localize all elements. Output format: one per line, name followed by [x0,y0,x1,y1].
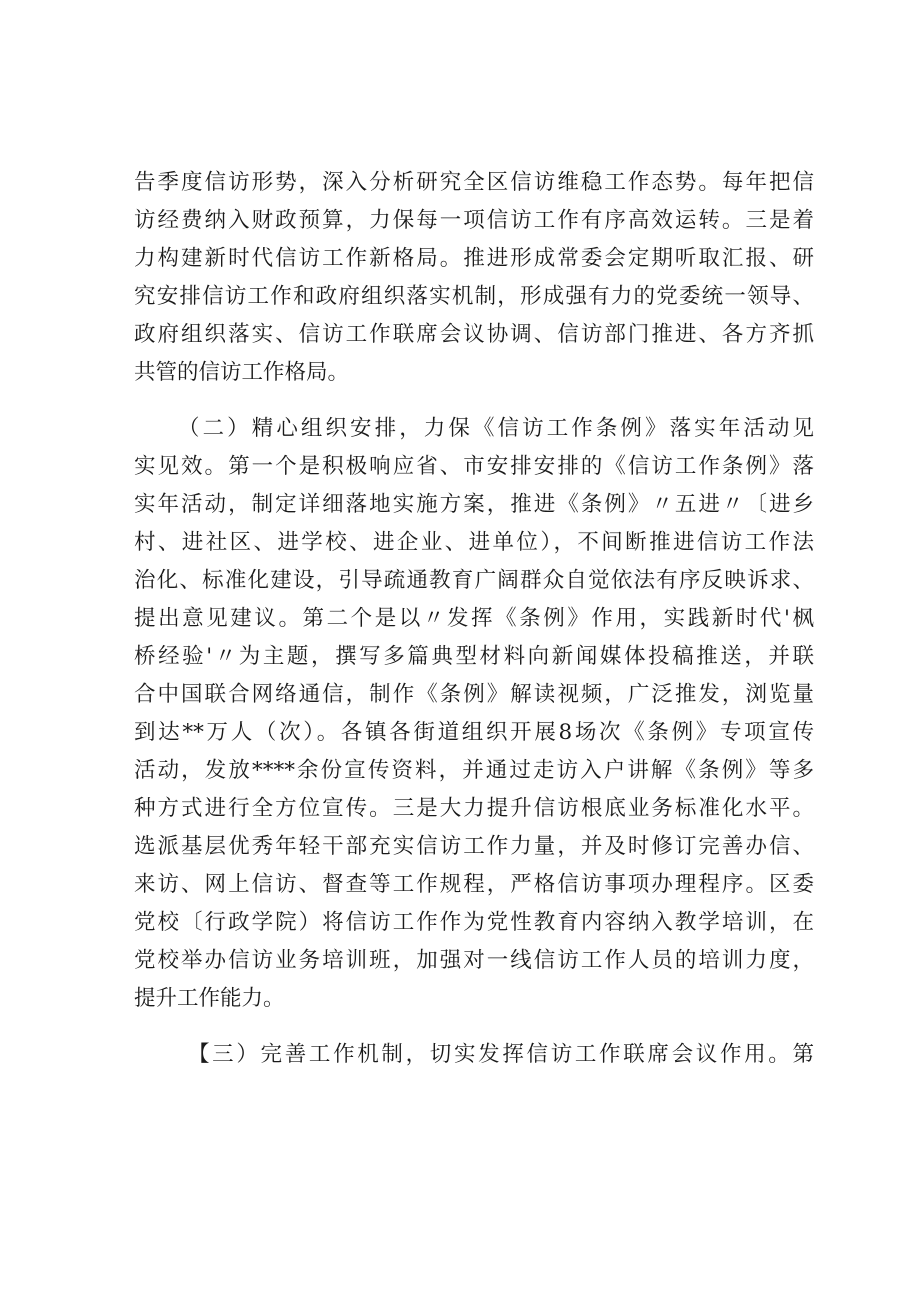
text-line: 桥经验'〃为主题，撰写多篇典型材料向新闻媒体投稿推送，并联 [134,644,814,669]
paragraph-gap [134,392,814,410]
text-line: 实见效。第一个是积极响应省、市安排安排的《信访工作条例》落 [134,454,814,479]
text-line: 究安排信访工作和政府组织落实机制，形成强有力的党委统一领导、 [134,284,814,309]
paragraph-gap [134,1018,814,1036]
text-line: 【三）完善工作机制，切实发挥信访工作联席会议作用。第 [188,1042,814,1067]
text-line: 选派基层优秀年轻干部充实信访工作力量，并及时修订完善办信、 [134,834,814,859]
text-line: 告季度信访形势，深入分析研究全区信访维稳工作态势。每年把信 [134,170,814,195]
text-line: 提升工作能力。 [134,986,285,1011]
text-line: 治化、标准化建设，引导疏通教育广阔群众自觉依法有序反映诉求、 [134,568,814,593]
text-line: 力构建新时代信访工作新格局。推进形成常委会定期听取汇报、研 [134,246,814,271]
paragraph-2 [134,410,814,1018]
text-line: （二）精心组织安排，力保《信访工作条例》落实年活动见 [178,416,814,441]
text-line: 共管的信访工作格局。 [134,360,350,385]
text-line: 党校〔行政学院）将信访工作作为党性教育内容纳入教学培训，在 [134,910,814,935]
document-body [134,164,814,1074]
text-line: 党校举办信访业务培训班，加强对一线信访工作人员的培训力度， [134,948,814,973]
text-line: 活动，发放****余份宣传资料，并通过走访入户讲解《条例》等多 [134,758,814,783]
text-line: 村、进社区、进学校、进企业、进单位），不间断推进信访工作法 [134,530,814,555]
text-line: 来访、网上信访、督查等工作规程，严格信访事项办理程序。区委 [134,872,814,897]
text-line: 实年活动，制定详细落地实施方案，推进《条例》〃五进〃〔进乡 [134,492,814,517]
text-line: 合中国联合网络通信，制作《条例》解读视频，广泛推发，浏览量 [134,682,814,707]
text-line: 提出意见建议。第二个是以〃发挥《条例》作用，实践新时代'枫 [134,606,814,631]
text-line: 政府组织落实、信访工作联席会议协调、信访部门推进、各方齐抓 [134,322,814,347]
paragraph-1 [134,164,814,392]
text-line: 访经费纳入财政预算，力保每一项信访工作有序高效运转。三是着 [134,208,814,233]
text-line: 到达**万人（次）。各镇各街道组织开展8场次《条例》专项宣传 [134,720,814,745]
text-line: 种方式进行全方位宣传。三是大力提升信访根底业务标准化水平。 [134,796,814,821]
paragraph-3 [134,1036,814,1074]
